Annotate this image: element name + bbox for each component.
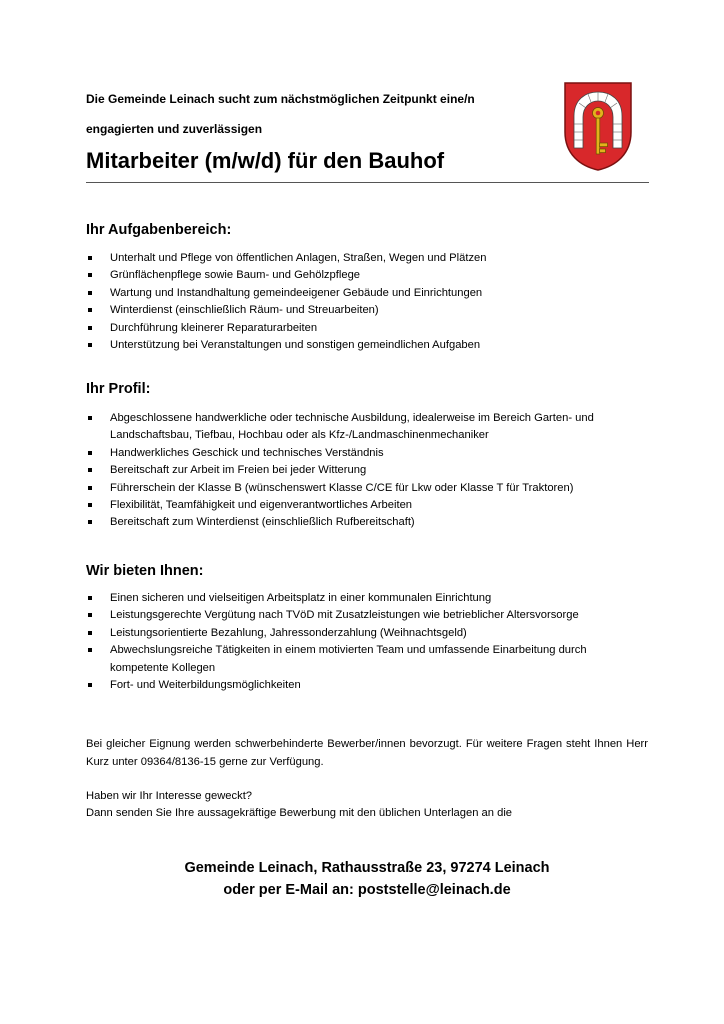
list-item-text: Einen sicheren und vielseitigen Arbeitsplatz in einer kommunalen Einrichtung [110, 592, 492, 604]
list-item [86, 302, 648, 319]
list-item-text: Unterhalt und Pflege von öffentlichen Anlagen, Straßen, Wegen und Plätzen [110, 252, 487, 264]
paragraph-eignung: Bei gleicher Eignung werden schwerbehinderte Bewerber/innen bevorzugt. Für weitere Fragen steht Ihnen Herr Kurz unter 09364/8136-15 gerne zur Verfügung. [86, 738, 648, 768]
list-item [86, 320, 648, 337]
bullet-icon [88, 613, 92, 617]
list-item-text: Fort- und Weiterbildungsmöglichkeiten [110, 679, 301, 692]
bullet-icon [88, 291, 92, 295]
list-profil [86, 410, 648, 532]
list-item-text: Durchführung kleinerer Reparaturarbeiten [110, 321, 318, 334]
bullet-icon [88, 468, 92, 472]
intro-line-2: engagierten und zuverlässigen [86, 122, 263, 136]
list-item [86, 285, 648, 302]
list-item [86, 480, 648, 497]
list-item-text: Wartung und Instandhaltung gemeindeeigener Gebäude und Einrichtungen [110, 286, 483, 299]
list-angebot [86, 590, 648, 694]
list-aufgaben [86, 250, 648, 354]
closing-email: oder per E-Mail an: poststelle@leinach.de [223, 882, 511, 898]
bullet-icon [88, 256, 92, 260]
section-heading-profil: Ihr Profil: [86, 381, 151, 397]
bullet-icon [88, 648, 92, 652]
list-item [86, 590, 648, 607]
list-item-text: Leistungsorientierte Bezahlung, Jahressonderzahlung (Weihnachtsgeld) [110, 626, 467, 639]
bullet-icon [88, 683, 92, 687]
title-divider [86, 182, 649, 183]
list-item-text: Grünflächenpflege sowie Baum- und Gehölzpflege [110, 269, 361, 282]
bullet-icon [88, 416, 92, 420]
list-item [86, 514, 648, 531]
list-item [86, 337, 648, 354]
list-item-text: Unterstützung bei Veranstaltungen und sonstigen gemeindlichen Aufgaben [110, 339, 481, 352]
bullet-icon [88, 520, 92, 524]
list-item [86, 250, 648, 267]
list-item-text: Führerschein der Klasse B (wünschenswert Klasse C/CE für Lkw oder Klasse T für Traktoren) [110, 481, 574, 494]
bullet-icon [88, 596, 92, 600]
list-item [86, 462, 648, 479]
list-item-text: Leistungsgerechte Vergütung nach TVöD mit Zusatzleistungen wie betrieblicher Altersvorsorge [110, 609, 579, 622]
section-heading-aufgaben: Ihr Aufgabenbereich: [86, 222, 232, 238]
list-item [86, 267, 648, 284]
bullet-icon [88, 343, 92, 347]
list-item [86, 677, 648, 694]
list-item-text: Abwechslungsreiche Tätigkeiten in einem motivierten Team und umfassende Einarbeitung durch kompetente Kollegen [110, 644, 587, 674]
list-item [86, 445, 648, 462]
list-item-text: Bereitschaft zum Winterdienst (einschließlich Rufbereitschaft) [110, 516, 415, 529]
list-item-text: Winterdienst (einschließlich Räum- und Streuarbeiten) [110, 304, 379, 317]
paragraph-interesse-1: Haben wir Ihr Interesse geweckt? [86, 790, 253, 802]
coat-of-arms-icon [562, 80, 634, 172]
list-item [86, 642, 648, 677]
bullet-icon [88, 273, 92, 277]
section-heading-angebot: Wir bieten Ihnen: [86, 563, 204, 579]
list-item-text: Handwerkliches Geschick und technisches Verständnis [110, 446, 384, 459]
list-item [86, 497, 648, 514]
list-item-text: Abgeschlossene handwerkliche oder technische Ausbildung, idealerweise im Bereich Garten- und Landschaftsbau, Tiefbau, Hochbau oder als Kfz-/Landmaschinenmechaniker [110, 412, 594, 442]
closing-address: Gemeinde Leinach, Rathausstraße 23, 97274 Leinach [184, 860, 550, 876]
bullet-icon [88, 631, 92, 635]
list-item [86, 607, 648, 624]
intro-line-1: Die Gemeinde Leinach sucht zum nächstmöglichen Zeitpunkt eine/n [86, 92, 475, 106]
list-item [86, 625, 648, 642]
bullet-icon [88, 451, 92, 455]
bullet-icon [88, 503, 92, 507]
list-item-text: Flexibilität, Teamfähigkeit und eigenverantwortliches Arbeiten [110, 499, 413, 512]
list-item-text: Bereitschaft zur Arbeit im Freien bei jeder Witterung [110, 464, 367, 477]
list-item [86, 410, 648, 445]
paragraph-interesse-2: Dann senden Sie Ihre aussagekräftige Bewerbung mit den üblichen Unterlagen an die [86, 807, 513, 819]
bullet-icon [88, 486, 92, 490]
page-title: Mitarbeiter (m/w/d) für den Bauhof [86, 148, 445, 173]
bullet-icon [88, 326, 92, 330]
bullet-icon [88, 308, 92, 312]
